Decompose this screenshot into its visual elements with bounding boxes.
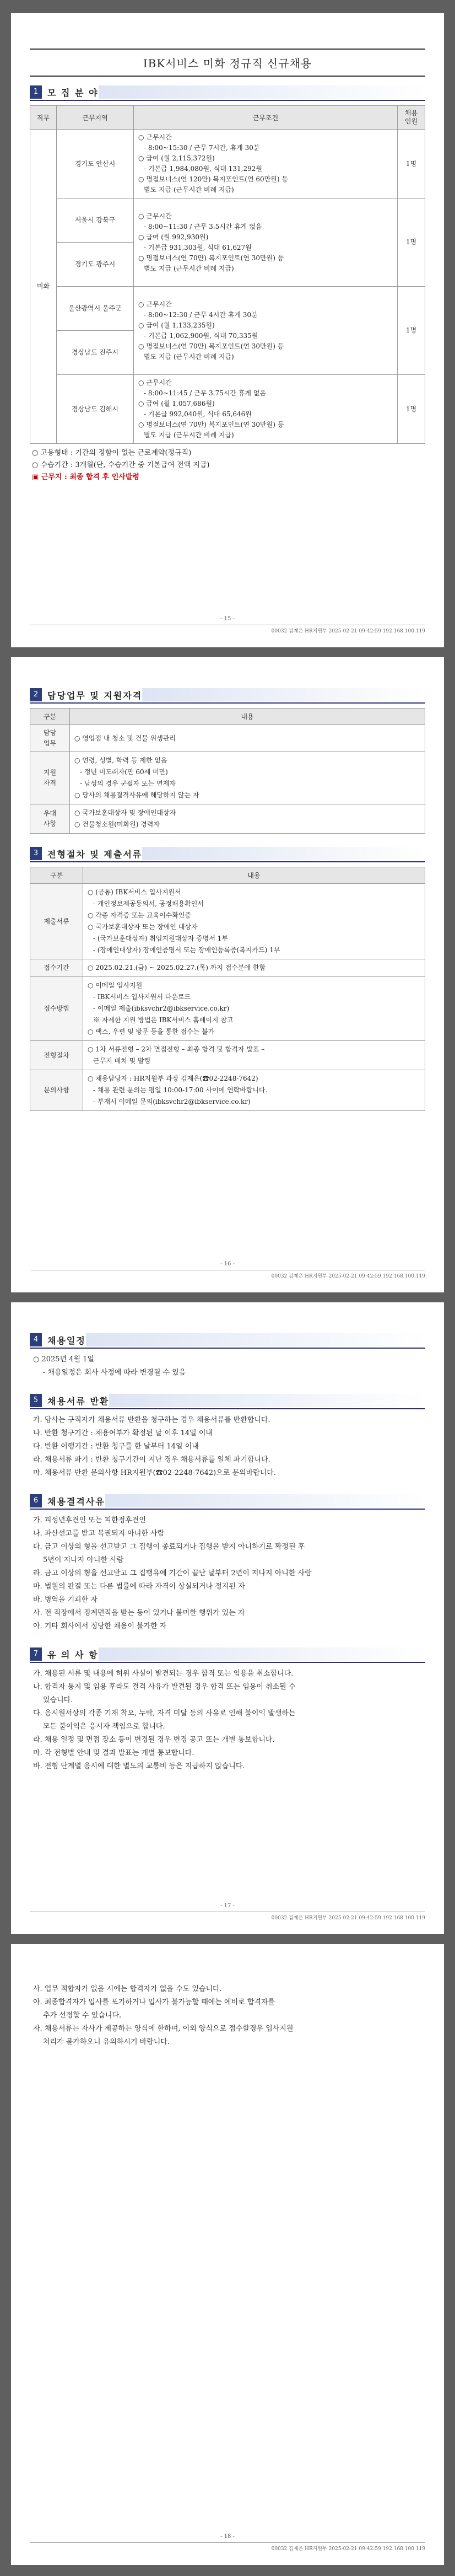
region-cell: 울산광역시 울주군 경상남도 진주시 [57, 287, 134, 375]
section-number: 5 [30, 1394, 42, 1407]
document-page-3 [11, 1302, 444, 1934]
document-page-4 [11, 1944, 444, 2565]
row-content: ○ 채용담당자 : HR지원부 과장 김제은(☎02-2248-7642) - 채용 관련 문의는 평일 10:00-17:00 사이에 연락바랍니다. - 부재시 이메일 문의(ibksvchr2@ibkservice.co.kr) [83, 1070, 425, 1111]
section-title: 유 의 사 항 [47, 1649, 99, 1660]
section-header-return [30, 1393, 425, 1409]
section-title: 채용결격사유 [47, 1496, 105, 1507]
section-header-recruitment-field [30, 84, 425, 101]
section-bar [99, 1647, 425, 1661]
row-content: ○ (공통) IBK서비스 입사지원서 - 개인정보제공동의서, 공정채용확인서 ○ 각종 자격증 또는 교육이수확인증 ○ 국가보훈대상자 또는 장애인 대상자 - (국가보훈대상자) 취업지원대상자 증명서 1부 - (장애인대상자) 장애인증명서 또는 장애인등록증(복지카드) 1부 [83, 884, 425, 959]
count-cell: 1명 [398, 198, 425, 287]
row-label: 전형절차 [30, 1041, 83, 1070]
section-header-notice [30, 1646, 425, 1663]
section-title: 모 집 분 야 [47, 87, 99, 98]
disqualification-text: 가. 피성년후견인 또는 피한정후견인 나. 파산선고를 받고 복권되지 아니한 사람 다. 금고 이상의 형을 선고받고 그 집행이 종료되거나 집행을 받지 아니하기로 확정된 후 5년이 지나지 아니한 사람 라. 금고 이상의 형을 선고받고 그 집행유예 기간이 끝난 날부터 2년이 지나지 아니한 사람 마. 법원의 판결 또는 다른 법률에 따라 자격이 상실되거나 정지된 자 바. 병역을 기피한 자 사. 전 직장에서 징계면직을 받는 등이 있거나 불미한 행위가 있는 자 아. 기타 회사에서 정당한 채용이 불가한 자 [33, 1516, 312, 1630]
row-label: 우대 사항 [30, 804, 70, 834]
section-bar [86, 1333, 425, 1346]
condition-cell: ○ 근무시간 - 8:00~12:30 / 근무 4시간 휴게 30분 ○ 급여 (월 1,133,235원) - 기본급 1,062,900원, 식대 70,335원 ○ 명절보너스(연 70만) 복지포인트(연 30만원) 등 별도 지급 (근무시간 비례 지급) [134, 287, 398, 375]
section-title: 채용서류 반환 [47, 1396, 110, 1407]
page-number: - 17 - [220, 1903, 235, 1909]
schedule-text: ○ 2025년 4월 1일 - 채용일정은 회사 사정에 따라 변경될 수 있음 [33, 1355, 186, 1377]
section-header-disqualification [30, 1493, 425, 1510]
section-number: 3 [30, 847, 42, 860]
condition-cell: ○ 근무시간 - 8:00~15:30 / 근무 7시간, 휴게 30분 ○ 급여 (월 2,115,372원) - 기본급 1,984,080원, 식대 131,292원 ○ 명절보너스(연 120만) 복지포인트(연 60만원) 등 별도 지급 (근무시간 비례 지급) [134, 130, 398, 198]
section-bar [99, 85, 425, 99]
section-header-duties [30, 687, 425, 704]
section-header-process [30, 846, 425, 862]
section-bar [142, 688, 425, 701]
row-content: ○ 연령, 성별, 학력 등 제한 없음 - 정년 미도래자(만 60세 미만) - 남성의 경우 군필자 또는 면제자 ○ 당사의 채용결격사유에 해당하지 않는 자 [70, 752, 425, 804]
row-label: 지원 자격 [30, 752, 70, 804]
section-title: 채용일정 [47, 1335, 86, 1346]
document-page-1 [11, 13, 444, 647]
process-table [30, 867, 425, 1111]
document-page-2 [11, 657, 444, 1292]
row-label: 문의사항 [30, 1070, 83, 1111]
header-content: 내용 [83, 867, 425, 884]
section-bar [109, 1394, 425, 1407]
section-bar [142, 847, 425, 860]
header-category: 구분 [30, 867, 83, 884]
section-title: 전형절차 및 제출서류 [47, 849, 143, 860]
section-number: 1 [30, 85, 42, 99]
duties-table [30, 708, 425, 834]
header-content: 내용 [70, 709, 425, 725]
recruitment-table [30, 105, 425, 444]
region-cell: 경기도 안산시 [57, 130, 134, 198]
row-content: ○ 1차 서류전형 – 2차 면접전형 – 최종 합격 및 합격자 발표 – 근무지 배치 및 발령 [83, 1041, 425, 1070]
header-category: 구분 [30, 709, 70, 725]
row-content: ○ 2025.02.21.(금) ~ 2025.02.27.(목) 까지 접수분에 한함 [83, 959, 425, 977]
job-cell: 미화 [30, 130, 57, 444]
notice-text-continued: 사. 업무 적합자가 없을 시에는 합격자가 없을 수도 있습니다. 아. 최종합격자가 입사를 포기하거나 입사가 불가능할 때에는 예비로 합격자를 추가 선정할 수 있습니다. 자. 채용서류는 자사가 제공하는 양식에 한하며, 이외 양식으로 접수할경우 입사지원 처리가 불가하오니 유의하시기 바랍니다. [33, 1985, 294, 2046]
row-label: 접수방법 [30, 977, 83, 1041]
recruitment-notes: ○ 고용형태 : 기간의 정함이 없는 근로계약(정규직) ○ 수습기간 : 3개월(단, 수습기간 중 기본급여 전액 지급) ▣ 근무지 : 최종 합격 후 인사발령 [32, 449, 210, 481]
row-label: 담당 업무 [30, 725, 70, 752]
region-cell: 경상남도 김해시 [57, 375, 134, 444]
section-header-schedule [30, 1332, 425, 1349]
footer-meta: 00032 김제은 HR지원부 2025-02-21 09:42:59 192.168.100.119 [271, 2546, 425, 2552]
header-job: 직무 [30, 106, 57, 130]
row-label: 접수기간 [30, 959, 83, 977]
count-cell: 1명 [398, 375, 425, 444]
header-count: 채용 인원 [398, 106, 425, 130]
page-number: - 18 - [220, 2534, 235, 2540]
section-number: 2 [30, 688, 42, 701]
condition-cell: ○ 근무시간 - 8:00~11:45 / 근무 3.75시간 휴게 없음 ○ 급여 (월 1,057,686원) - 기본급 992,040원, 식대 65,646원 ○ 명절보너스(연 70만) 복지포인트(연 30만원) 등 별도 지급 (근무시간 비례 지급) [134, 375, 398, 444]
section-number: 6 [30, 1494, 42, 1507]
count-cell: 1명 [398, 287, 425, 375]
region-cell: 서울시 강북구 경기도 광주시 [57, 198, 134, 287]
condition-cell: ○ 근무시간 - 8:00~11:30 / 근무 3.5시간 휴게 없음 ○ 급여 (월 992,930원) - 기본급 931,303원, 식대 61,627원 ○ 명절보너스(연 70만) 복지포인트(연 30만원) 등 별도 지급 (근무시간 비례 지급) [134, 198, 398, 287]
section-number: 7 [30, 1647, 42, 1661]
document-title: IBK서비스 미화 정규직 신규채용 [30, 49, 425, 77]
page-number: - 16 - [220, 1261, 235, 1267]
footer-meta: 00032 김제은 HR지원부 2025-02-21 09:42:59 192.168.100.119 [271, 629, 425, 634]
row-label: 제출서류 [30, 884, 83, 959]
count-cell: 1명 [398, 130, 425, 198]
row-content: ○ 영업점 내 청소 및 건물 위생관리 [70, 725, 425, 752]
footer-divider [30, 2542, 425, 2543]
header-condition: 근무조건 [134, 106, 398, 130]
row-content: ○ 이메일 입사지원 - IBK서비스 입사지원서 다운로드 - 이메일 제출(ibksvchr2@ibkservice.co.kr) ※ 자세한 지원 방법은 IBK서비스 홈페이지 참고 ○ 팩스, 우편 및 방문 등을 통한 접수는 불가 [83, 977, 425, 1041]
footer-meta: 00032 김제은 HR지원부 2025-02-21 09:42:59 192.168.100.119 [271, 1274, 425, 1279]
footer-meta: 00032 김제은 HR지원부 2025-02-21 09:42:59 192.168.100.119 [271, 1915, 425, 1921]
section-number: 4 [30, 1333, 42, 1346]
section-title: 담당업무 및 지원자격 [47, 690, 143, 701]
notice-text: 가. 채용된 서류 및 내용에 허위 사실이 발견되는 경우 합격 또는 임용을 취소합니다. 나. 합격자 통지 및 임용 후라도 결격 사유가 발견될 경우 합격 또는 임용이 취소될 수 있습니다. 다. 응시원서상의 각종 기재 착오, 누락, 자격 미달 등의 사유로 인해 불이익 발생하는 모든 불이익은 응시자 책임으로 합니다. 라. 채용 일정 및 면접 장소 등이 변경될 경우 변경 공고 또는 개별 통보합니다. 마. 각 전형별 안내 및 결과 발표는 개별 통보합니다. 바. 전형 단계별 응시에 대한 별도의 교통비 등은 지급하지 않습니다. [33, 1670, 296, 1770]
section-bar [105, 1494, 425, 1507]
page-number: - 15 - [220, 616, 235, 622]
return-text: 가. 당사는 구직자가 채용서류 반환을 청구하는 경우 채용서류를 반환합니다. 나. 반환 청구기간 : 채용여부가 확정된 날 이후 14일 이내 다. 반환 이행기간 : 반환 청구를 한 날부터 14일 이내 라. 채용서류 파기 : 반환 청구기간이 지난 경우 채용서류를 일체 파기합니다. 마. 채용서류 반환 문의사항 HR지원부(☎02-2248-7642)으로 문의바랍니다. [33, 1416, 276, 1477]
row-content: ○ 국가보훈대상자 및 장애인대상자 ○ 건물청소원(미화원) 경력자 [70, 804, 425, 834]
header-region: 근무지역 [57, 106, 134, 130]
